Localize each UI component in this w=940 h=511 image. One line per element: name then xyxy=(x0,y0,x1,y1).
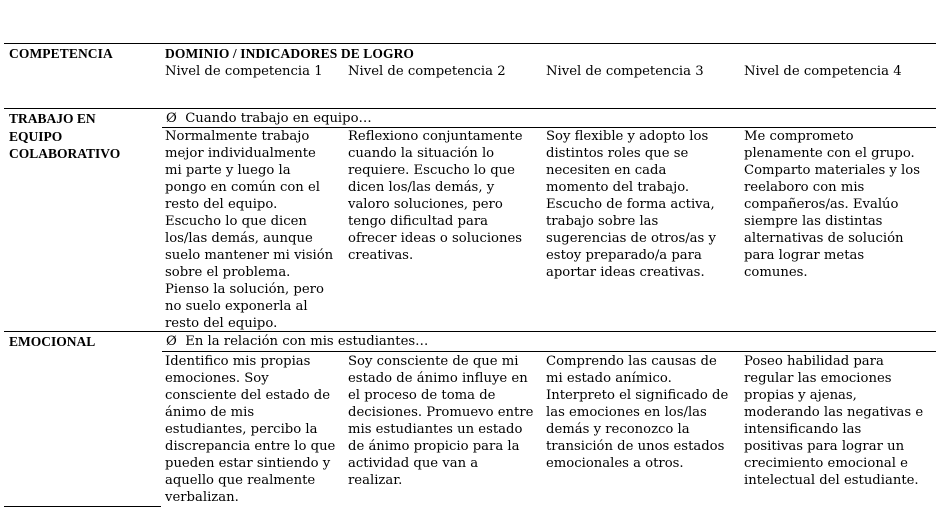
trabajo-level-1: Normalmente trabajo mejor individualmente mi parte y luego la pongo en común con el resto del equipo. Escucho lo que dicen los/las demás, aunque suelo mantener mi visión sobre el problema. Pienso la solución, pero no suelo exponerla al resto del equipo. xyxy=(165,129,334,331)
header-bottom-rule xyxy=(4,108,936,109)
level-1-header: Nivel de competencia 1 xyxy=(165,64,323,79)
table-top-rule xyxy=(4,43,936,44)
level-3-header: Nivel de competencia 3 xyxy=(546,64,704,79)
table-bottom-rule xyxy=(4,506,161,507)
dominio-header: DOMINIO / INDICADORES DE LOGRO xyxy=(165,46,415,61)
trabajo-level-3: Soy flexible y adopto los distintos roles que se necesiten en cada momento del trabajo. Escucho de forma activa, trabajo sobre las sugerencias de otros/as y estoy preparado/a para aportar ideas creativas. xyxy=(546,129,716,280)
context-row-trabajo xyxy=(166,110,372,127)
emocional-level-1: Identifico mis propias emociones. Soy consciente del estado de ánimo de mis estudiantes, percibo la discrepancia entre lo que pueden estar sintiendo y aquello que realmente verbalizan. xyxy=(165,354,336,505)
trabajo-level-4: Me comprometo plenamente con el grupo. Comparto materiales y los reelaboro con mis compañeros/as. Evalúo siempre las distintas alternativas de solución para lograr metas comunes. xyxy=(744,129,920,280)
competencia-trabajo-en-equipo: TRABAJO EN EQUIPO COLABORATIVO xyxy=(9,111,121,161)
context-text: En la relación con mis estudiantes… xyxy=(185,334,429,349)
context-row-emocional xyxy=(166,333,428,350)
trabajo-level-2: Reflexiono conjuntamente cuando la situación lo requiere. Escucho lo que dicen los/las demás, y valoro soluciones, pero tengo dificultad para ofrecer ideas o soluciones creativas. xyxy=(348,129,523,263)
emocional-level-4: Poseo habilidad para regular las emociones propias y ajenas, moderando las negativas e intensificando las positivas para lograr un crecimiento emocional e intelectual del estudiante. xyxy=(744,354,924,488)
competencia-header: COMPETENCIA xyxy=(9,46,113,61)
empty-set-icon: Ø xyxy=(166,334,177,349)
emocional-level-3: Comprendo las causas de mi estado anímico. Interpreto el significado de las emociones en los/las demás y reconozco la transición de unos estados emocionales a otros. xyxy=(546,354,729,471)
emocional-level-2: Soy consciente de que mi estado de ánimo influye en el proceso de toma de decisiones. Promuevo entre mis estudiantes un estado de ánimo propicio para la actividad que van a realizar. xyxy=(348,354,534,488)
level-4-header: Nivel de competencia 4 xyxy=(744,64,902,79)
context-rule-2 xyxy=(162,351,936,352)
section-divider-rule xyxy=(4,331,936,332)
competencia-emocional: EMOCIONAL xyxy=(9,334,96,349)
level-2-header: Nivel de competencia 2 xyxy=(348,64,506,79)
context-text: Cuando trabajo en equipo… xyxy=(185,111,372,126)
empty-set-icon: Ø xyxy=(166,111,177,126)
